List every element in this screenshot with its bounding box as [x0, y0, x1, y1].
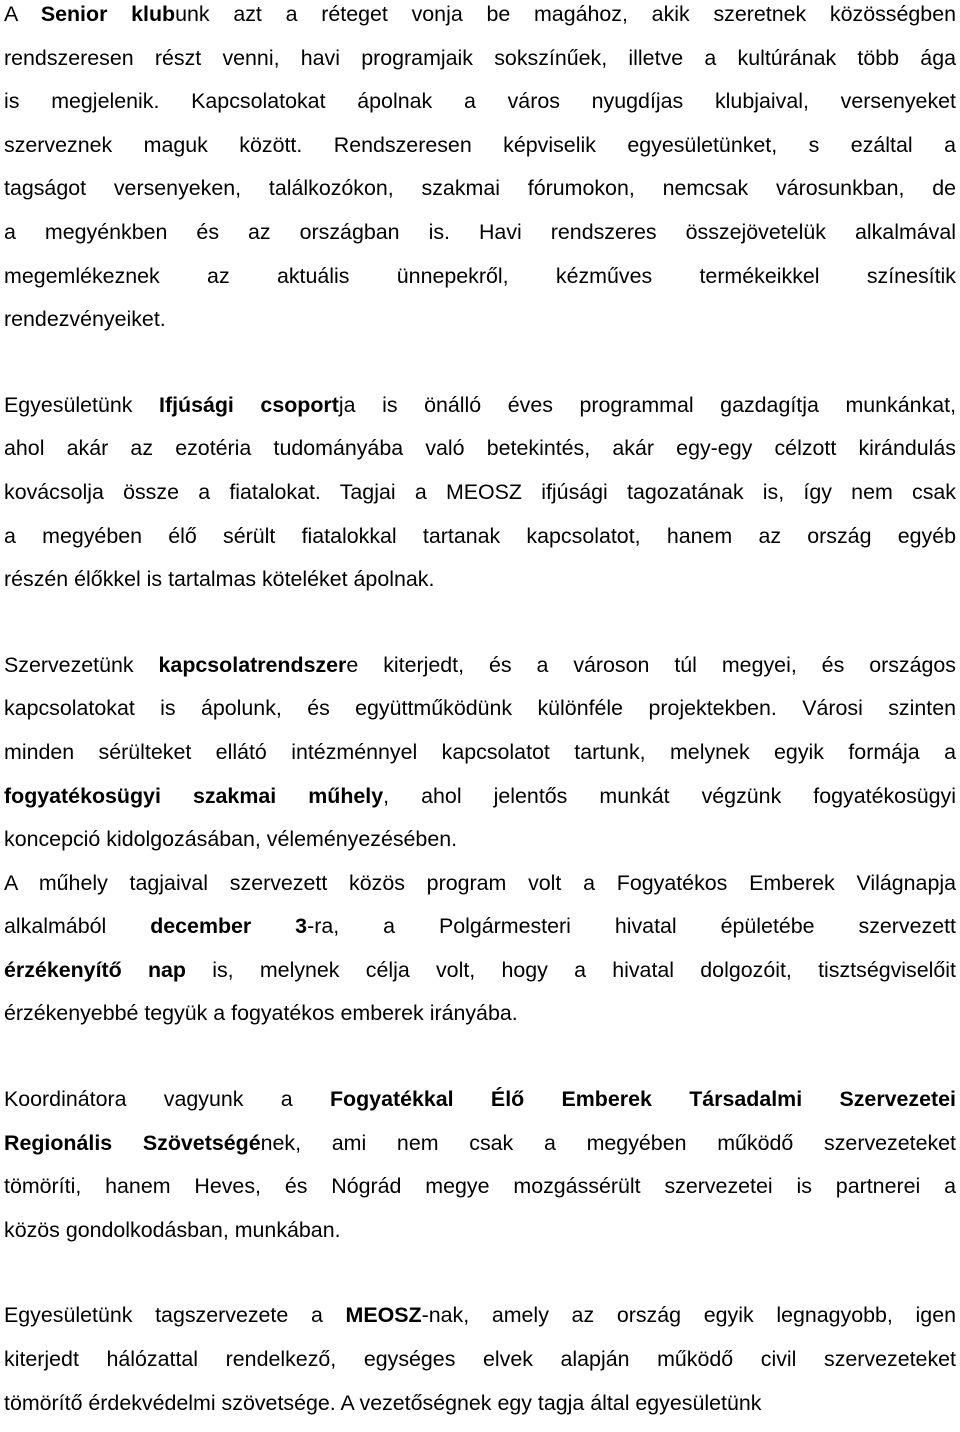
- text-line: [4, 869, 956, 913]
- text-run: rendezvényeiket.: [4, 307, 166, 332]
- text-run: ja is önálló éves programmal gazdagítja munkánkat,: [338, 392, 956, 417]
- text-run: koncepció kidolgozásában, véleményezésében.: [4, 827, 458, 852]
- text-line: [4, 1129, 956, 1173]
- text-run: a megyében élő sérült fiatalokkal tartanak kapcsolatot, hanem az ország egyéb: [4, 523, 956, 548]
- text-line: [4, 262, 956, 306]
- text-run: rendszeresen részt venni, havi programjaik sokszínűek, illetve a kultúrának több ága: [4, 45, 956, 70]
- paragraph-gap: [4, 1259, 956, 1301]
- bold-text: fogyatékosügyi szakmai műhely: [4, 783, 384, 808]
- text-line: [4, 565, 956, 609]
- text-run: megemlékeznek az aktuális ünnepekről, kézműves termékeikkel színesítik: [4, 263, 956, 288]
- paragraph-koordinator: [4, 1085, 956, 1259]
- text-run: minden sérülteket ellátó intézménnyel kapcsolatot tartunk, melynek egyik formája a: [4, 739, 956, 764]
- text-run: A: [4, 2, 41, 26]
- text-run: tömörítő érdekvédelmi szövetsége. A vezetőségnek egy tagja által egyesületünk: [4, 1390, 762, 1415]
- bold-text: december 3: [150, 914, 308, 939]
- text-line: [4, 44, 956, 88]
- text-run: -ra, a Polgármesteri hivatal épületébe szervezett: [307, 914, 956, 939]
- text-run: unk azt a réteget vonja be magához, akik szeretnek közösségben: [175, 2, 956, 26]
- text-line: [4, 522, 956, 566]
- text-line: [4, 694, 956, 738]
- text-run: A műhely tagjaival szervezett közös program volt a Fogyatékos Emberek Világnapja: [4, 870, 956, 895]
- text-run: kiterjedt hálózattal rendelkező, egységes elvek alapján működő civil szervezeteket: [4, 1347, 956, 1372]
- bold-text: érzékenyítő nap: [4, 957, 186, 982]
- bold-text: MEOSZ: [345, 1303, 422, 1328]
- paragraph-ifjusagi-csoport: [4, 391, 956, 609]
- paragraph-gap: [4, 1043, 956, 1085]
- text-line: [4, 912, 956, 956]
- bold-text: Senior klub: [40, 2, 176, 26]
- text-run: is megjelenik. Kapcsolatokat ápolnak a város nyugdíjas klubjaival, versenyeket: [4, 89, 956, 114]
- text-run: Egyesületünk: [4, 392, 159, 417]
- text-run: szerveznek maguk között. Rendszeresen képviselik egyesületünket, s ezáltal a: [4, 132, 956, 157]
- text-line: [4, 1216, 956, 1260]
- text-line: [4, 738, 956, 782]
- text-line: [4, 391, 956, 435]
- text-line: [4, 651, 956, 695]
- text-run: alkalmából: [4, 914, 151, 939]
- text-run: közös gondolkodásban, munkában.: [4, 1217, 341, 1242]
- text-line: [4, 956, 956, 1000]
- bold-text: Fogyatékkal Élő Emberek Társadalmi Szervezetei: [329, 1087, 956, 1112]
- text-run: , ahol jelentős munkát végzünk fogyatékosügyi: [383, 783, 956, 808]
- text-line: [4, 174, 956, 218]
- text-line: [4, 1085, 956, 1129]
- text-line: [4, 478, 956, 522]
- bold-text: Ifjúsági csoport: [159, 392, 339, 417]
- text-line: [4, 825, 956, 869]
- text-line: [4, 87, 956, 131]
- paragraph-kapcsolatrendszer: [4, 651, 956, 869]
- bold-text: Regionális Szövetségé: [4, 1130, 261, 1155]
- text-run: is, melynek célja volt, hogy a hivatal dolgozóit, tisztségviselőit: [185, 957, 956, 982]
- text-line: [4, 1345, 956, 1389]
- text-run: érzékenyebbé tegyük a fogyatékos emberek irányába.: [4, 1001, 518, 1026]
- paragraph-muhely-program: [4, 869, 956, 1043]
- paragraph-gap: [4, 349, 956, 391]
- text-run: a megyénkben és az országban is. Havi rendszeres összejövetelük alkalmával: [4, 219, 956, 244]
- text-line: [4, 434, 956, 478]
- text-run: tömöríti, hanem Heves, és Nógrád megye mozgássérült szervezetei is partnerei a: [4, 1174, 956, 1199]
- text-run: kovácsolja össze a fiatalokat. Tagjai a MEOSZ ifjúsági tagozatának is, így nem csak: [4, 479, 956, 504]
- text-run: Szervezetünk: [4, 652, 159, 677]
- text-line: [4, 1389, 956, 1432]
- bold-text: kapcsolatrendszer: [158, 652, 347, 677]
- text-run: -nak, amely az ország egyik legnagyobb, igen: [421, 1303, 956, 1328]
- text-line: [4, 1172, 956, 1216]
- text-run: e kiterjedt, és a városon túl megyei, és országos: [346, 652, 956, 677]
- text-line: [4, 999, 956, 1043]
- text-run: Egyesületünk tagszervezete a: [4, 1303, 346, 1328]
- text-line: [4, 1301, 956, 1345]
- text-run: Koordinátora vagyunk a: [4, 1087, 330, 1112]
- paragraph-meosz: [4, 1301, 956, 1432]
- paragraph-gap: [4, 609, 956, 651]
- paragraph-senior-klub: [4, 0, 956, 349]
- text-run: részén élőkkel is tartalmas köteléket ápolnak.: [4, 567, 435, 592]
- text-run: kapcsolatokat is ápolunk, és együttműködünk különféle projektekben. Városi szinten: [4, 696, 956, 721]
- text-line: [4, 782, 956, 826]
- document-page: [4, 0, 956, 1432]
- text-line: [4, 131, 956, 175]
- text-run: tagságot versenyeken, találkozókon, szakmai fórumokon, nemcsak városunkban, de: [4, 176, 956, 201]
- text-line: [4, 305, 956, 349]
- text-run: nek, ami nem csak a megyében működő szervezeteket: [260, 1130, 956, 1155]
- text-line: [4, 0, 956, 44]
- text-line: [4, 218, 956, 262]
- text-run: ahol akár az ezotéria tudományába való betekintés, akár egy-egy célzott kirándulás: [4, 436, 956, 461]
